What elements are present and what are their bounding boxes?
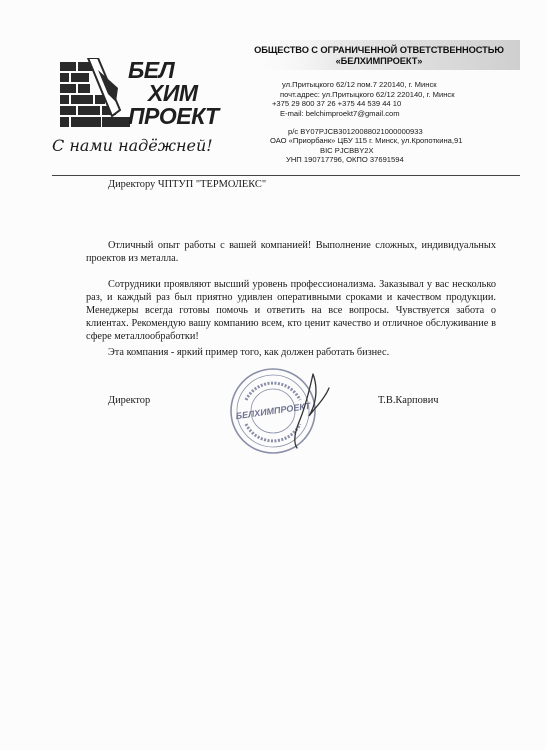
company-codes: УНП 190717796, ОКПО 37691594 [286,154,404,164]
company-logo [58,58,268,138]
paragraph-2 [86,279,496,344]
logo-word-him: ХИМ [148,80,198,106]
paragraph-3 [86,347,496,360]
signature [285,372,335,452]
contact-block [270,80,510,118]
phone-numbers: +375 29 800 37 26 +375 44 539 44 10 [272,99,402,109]
paragraph-2-text: Сотрудники проявляют высший уровень профессионализма. Заказывал у вас несколько раз, и каждый раз был приятно удивлен оперативными сроками и качеством продукции. Менеджеры всегда готовы помочь и ответить на все вопросы. Чувствуется забота о клиентах. Рекомендую вашу компанию всем, кто ценит качество и отличное обслуживание в сфере металлообработки! [86,279,496,342]
logo-word-proekt: ПРОЕКТ [128,103,219,129]
company-title-line2: «БЕЛХИМПРОЕКТ» [335,55,423,66]
stamp-center-text: БЕЛХИМПРОЕКТ [235,400,311,422]
bank-bic: BIC PJCBBY2X [320,145,374,155]
email-address: E-mail: belchimproekt7@gmail.com [280,108,400,118]
brick-wall-icon [58,58,138,132]
bank-account: р/с BY07PJCB30120088021000000933 [288,127,423,136]
company-title [238,45,520,66]
bank-details [270,127,520,164]
logo-word-bel: БЕЛ [128,57,175,83]
signer-name: Т.В.Карпович [378,395,439,406]
bank-name: ОАО «Приорбанк» ЦБУ 115 г. Минск, ул.Кропоткина,91 [270,136,463,146]
postal-address: почт.адрес: ул.Притыцкого 62/12 220140, г. Минск [280,89,455,99]
addressee: Директору ЧПТУП "ТЕРМОЛЕКС" [108,179,267,190]
logo-slogan: С нами надёжней! [52,136,213,155]
paragraph-3-text: Эта компания - яркий пример того, как должен работать бизнес. [108,347,390,358]
legal-address: ул.Притыцкого 62/12 пом.7 220140, г. Минск [282,80,437,89]
paragraph-1-text: Отличный опыт работы с вашей компанией! Выполнение сложных, индивидуальных проектов из металла. [86,240,496,264]
company-title-line1: ОБЩЕСТВО С ОГРАНИЧЕННОЙ ОТВЕТСТВЕННОСТЬЮ [254,45,504,55]
signer-title: Директор [108,395,151,406]
header-divider [52,175,520,176]
paragraph-1 [86,240,496,266]
